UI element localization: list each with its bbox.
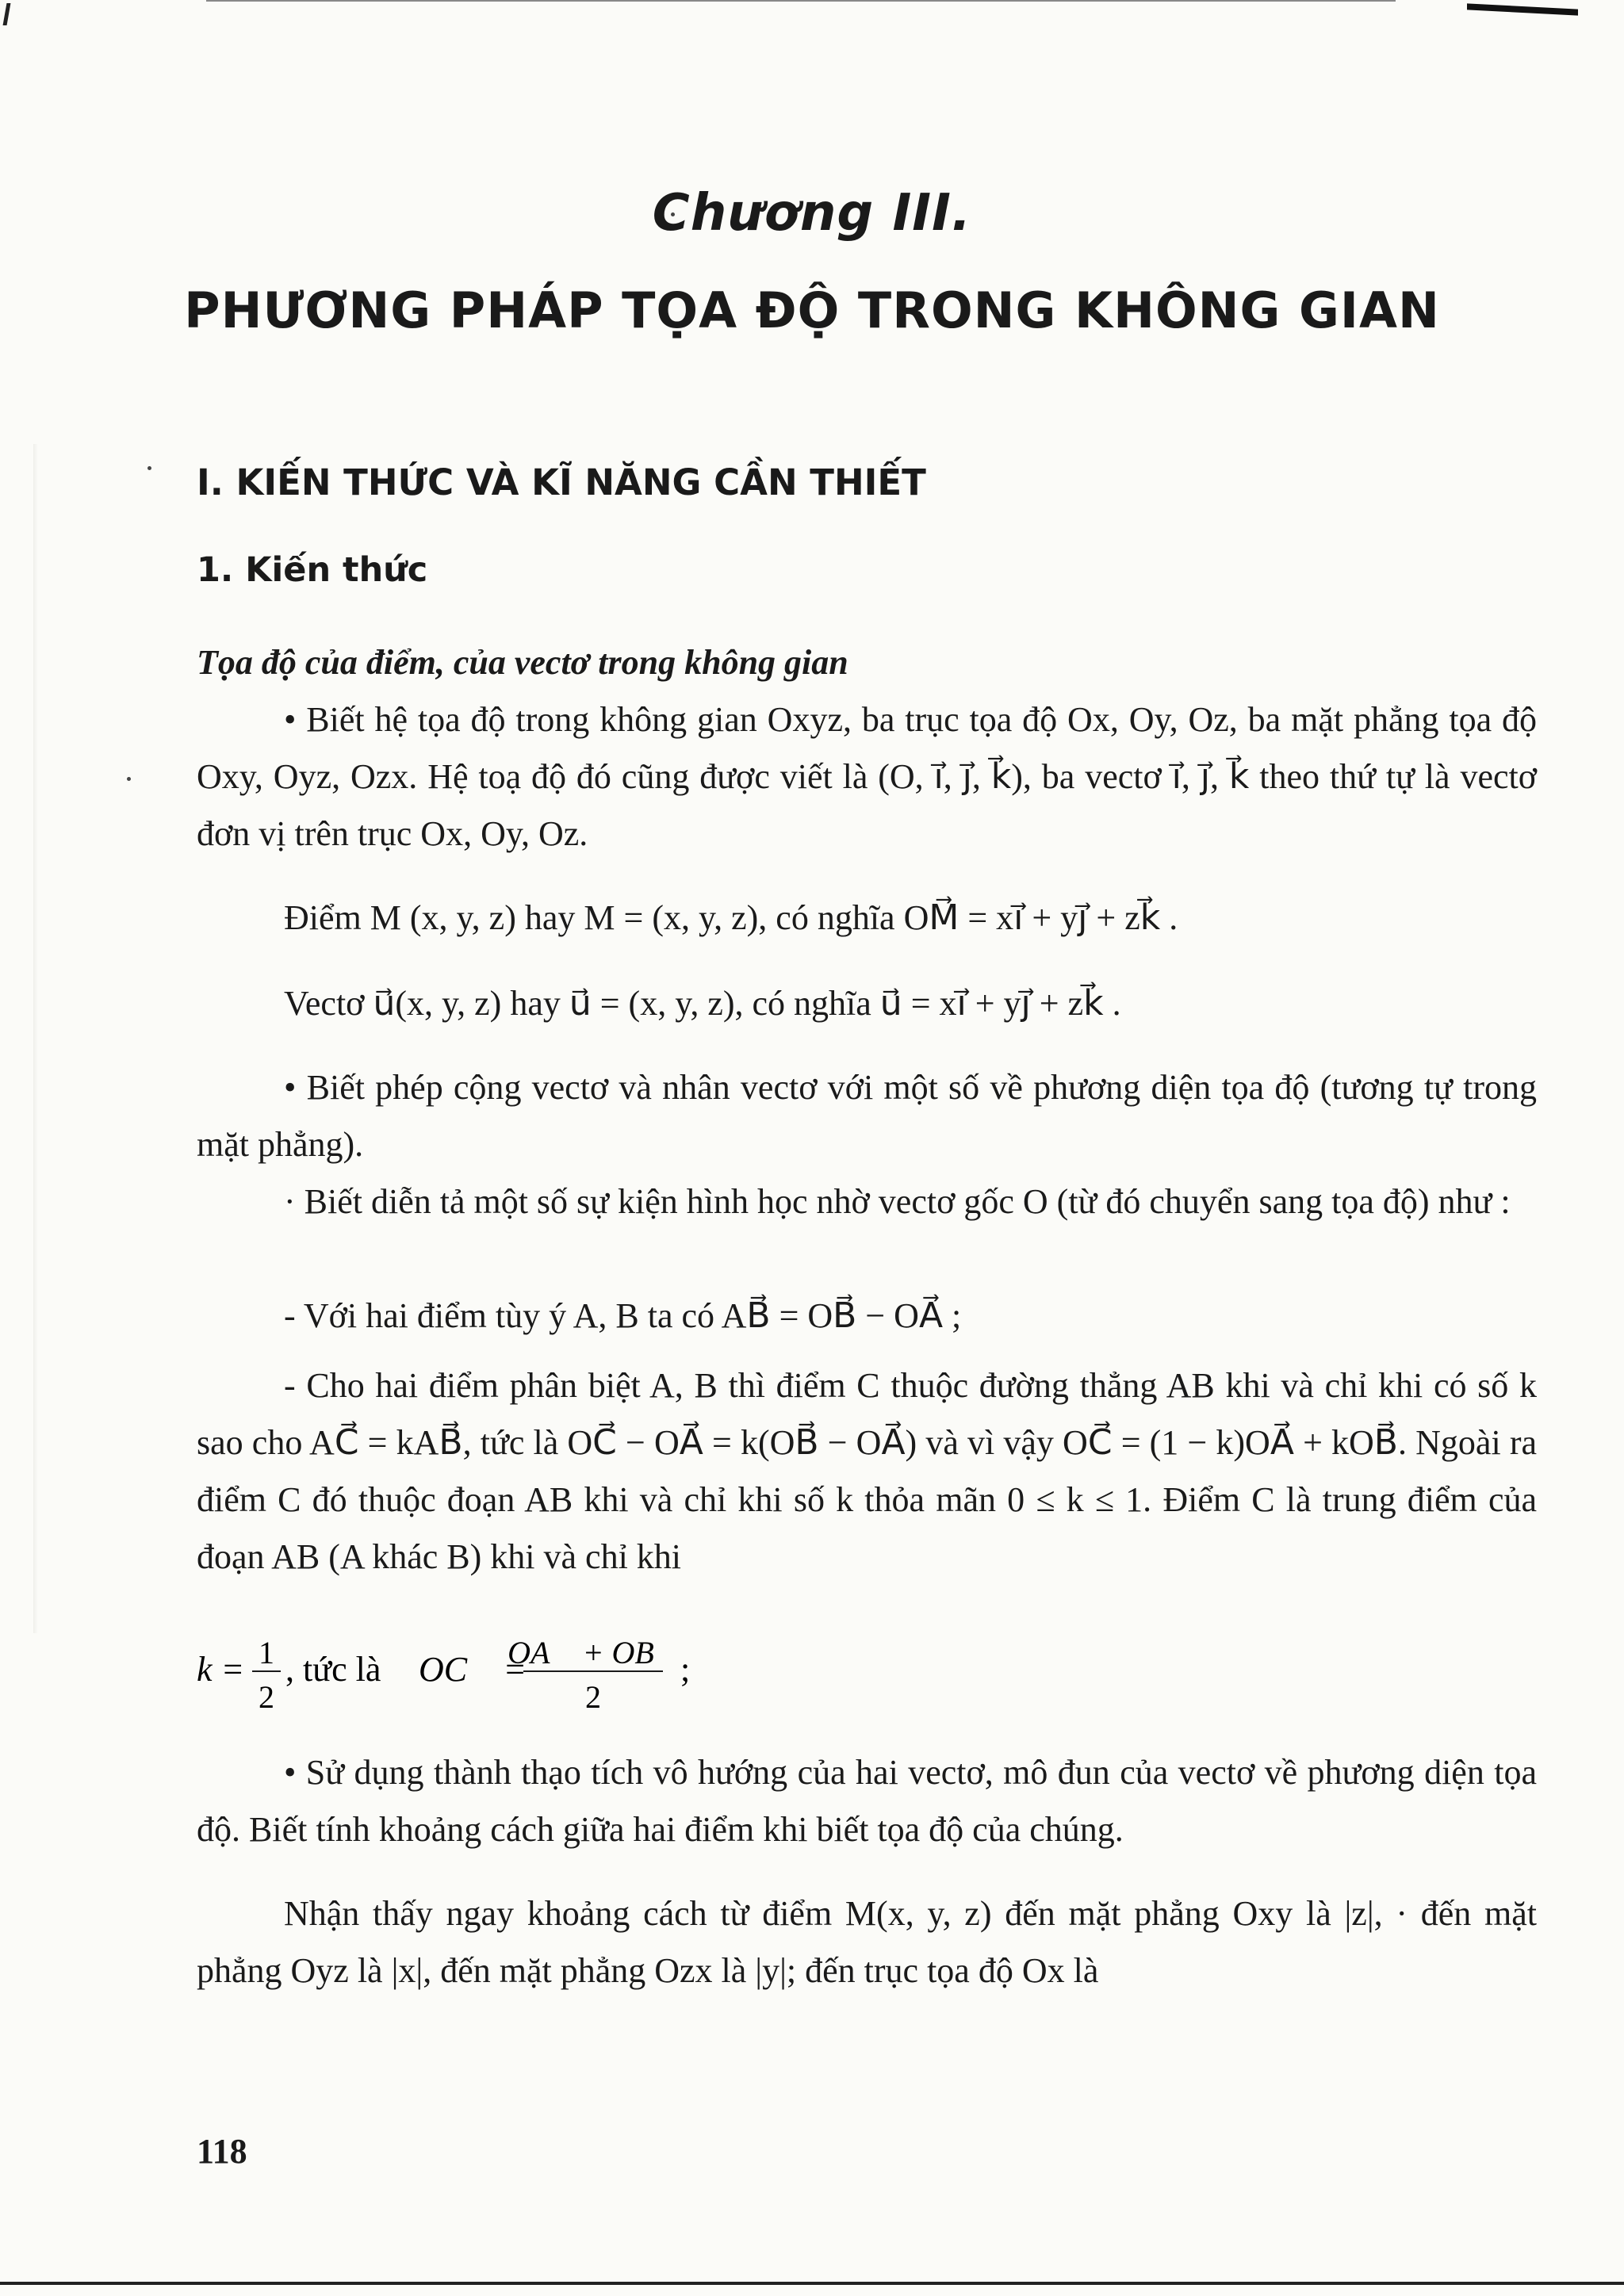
page-bottom-edge: [0, 2282, 1624, 2285]
midpoint-formula-svg: [197, 1633, 752, 1720]
formula-vector: Vectơ u⃗(x, y, z) hay u⃗ = (x, y, z), có nghĩa u⃗ = xi⃗ + yj⃗ + zk⃗ .: [284, 984, 1121, 1023]
formula-point: Điểm M (x, y, z) hay M = (x, y, z), có nghĩa OM⃗ = xi⃗ + yj⃗ + zk⃗ .: [284, 898, 1178, 937]
scan-edge-mark: [1467, 3, 1578, 15]
scan-corner-mark: [3, 3, 11, 25]
midpoint-formula: [197, 1633, 752, 1715]
paragraph-distances: Nhận thấy ngay khoảng cách từ điểm M(x, y, z) đến mặt phẳng Oxy là |z|, · đến mặt phẳng Oyz là |x|, đến mặt phẳng Ozx là |y|; đến trục tọa độ Ox là: [197, 1894, 1537, 1990]
section-heading: I. KIẾN THỨC VÀ KĨ NĂNG CẦN THIẾT: [197, 461, 926, 503]
page-number: 118: [197, 2132, 247, 2171]
frac-k-denominator: 2: [259, 1679, 274, 1715]
frac-k-numerator: 1: [259, 1635, 274, 1670]
frac-connector: , tức là: [285, 1650, 381, 1689]
page-top-edge: [206, 0, 1396, 2]
k-equals: k =: [197, 1650, 245, 1689]
paragraph-vector-operations: • Biết phép cộng vectơ và nhân vectơ với một số về phương diện tọa độ (tương tự trong mặt phẳng).: [197, 1068, 1537, 1164]
oc-equals: OC⃗ =: [419, 1650, 527, 1689]
paragraph-dot-product: • Sử dụng thành thạo tích vô hướng của hai vectơ, mô đun của vectơ về phương diện tọa độ. Biết tính khoảng cách giữa hai điểm khi biết tọa độ của chúng.: [197, 1753, 1537, 1849]
chapter-label: Chương III.: [652, 184, 972, 243]
frac-oc-numerator: OA⃗ + OB⃗: [508, 1635, 679, 1670]
chapter-title: PHƯƠNG PHÁP TỌA ĐỘ TRONG KHÔNG GIAN: [184, 281, 1440, 339]
frac-oc-denominator: 2: [585, 1679, 601, 1715]
paragraph-geometric-facts: · Biết diễn tả một số sự kiện hình học nhờ vectơ gốc O (từ đó chuyển sang tọa độ) như :: [284, 1182, 1511, 1221]
topic-heading: Tọa độ của điểm, của vectơ trong không gian: [197, 643, 848, 682]
paragraph-collinear: - Cho hai điểm phân biệt A, B thì điểm C thuộc đường thẳng AB khi và chỉ khi có số k sao cho AC⃗ = kAB⃗, tức là OC⃗ − OA⃗ = k(OB⃗ − OA⃗) và vì vậy OC⃗ = (1 − k)OA⃗ + kOB⃗. Ngoài ra điểm C đó thuộc đoạn AB khi và chỉ khi số k thỏa mãn 0 ≤ k ≤ 1. Điểm C là trung điểm của đoạn AB (A khác B) khi và chỉ khi: [197, 1366, 1537, 1576]
binding-shadow: [33, 444, 38, 1633]
paragraph-ab-vector: - Với hai điểm tùy ý A, B ta có AB⃗ = OB⃗ − OA⃗ ;: [284, 1296, 962, 1335]
scan-speck: [147, 466, 151, 470]
frac-semicolon: ;: [680, 1650, 691, 1689]
subsection-heading: 1. Kiến thức: [197, 550, 428, 590]
paragraph-coordinate-system: • Biết hệ tọa độ trong không gian Oxyz, ba trục tọa độ Ox, Oy, Oz, ba mặt phẳng tọa độ Oxy, Oyz, Ozx. Hệ toạ độ đó cũng được viết là (O, i⃗, j⃗, k⃗), ba vectơ i⃗, j⃗, k⃗ theo thứ tự là vectơ đơn vị trên trục Ox, Oy, Oz.: [197, 700, 1537, 853]
scan-speck: [127, 777, 131, 781]
